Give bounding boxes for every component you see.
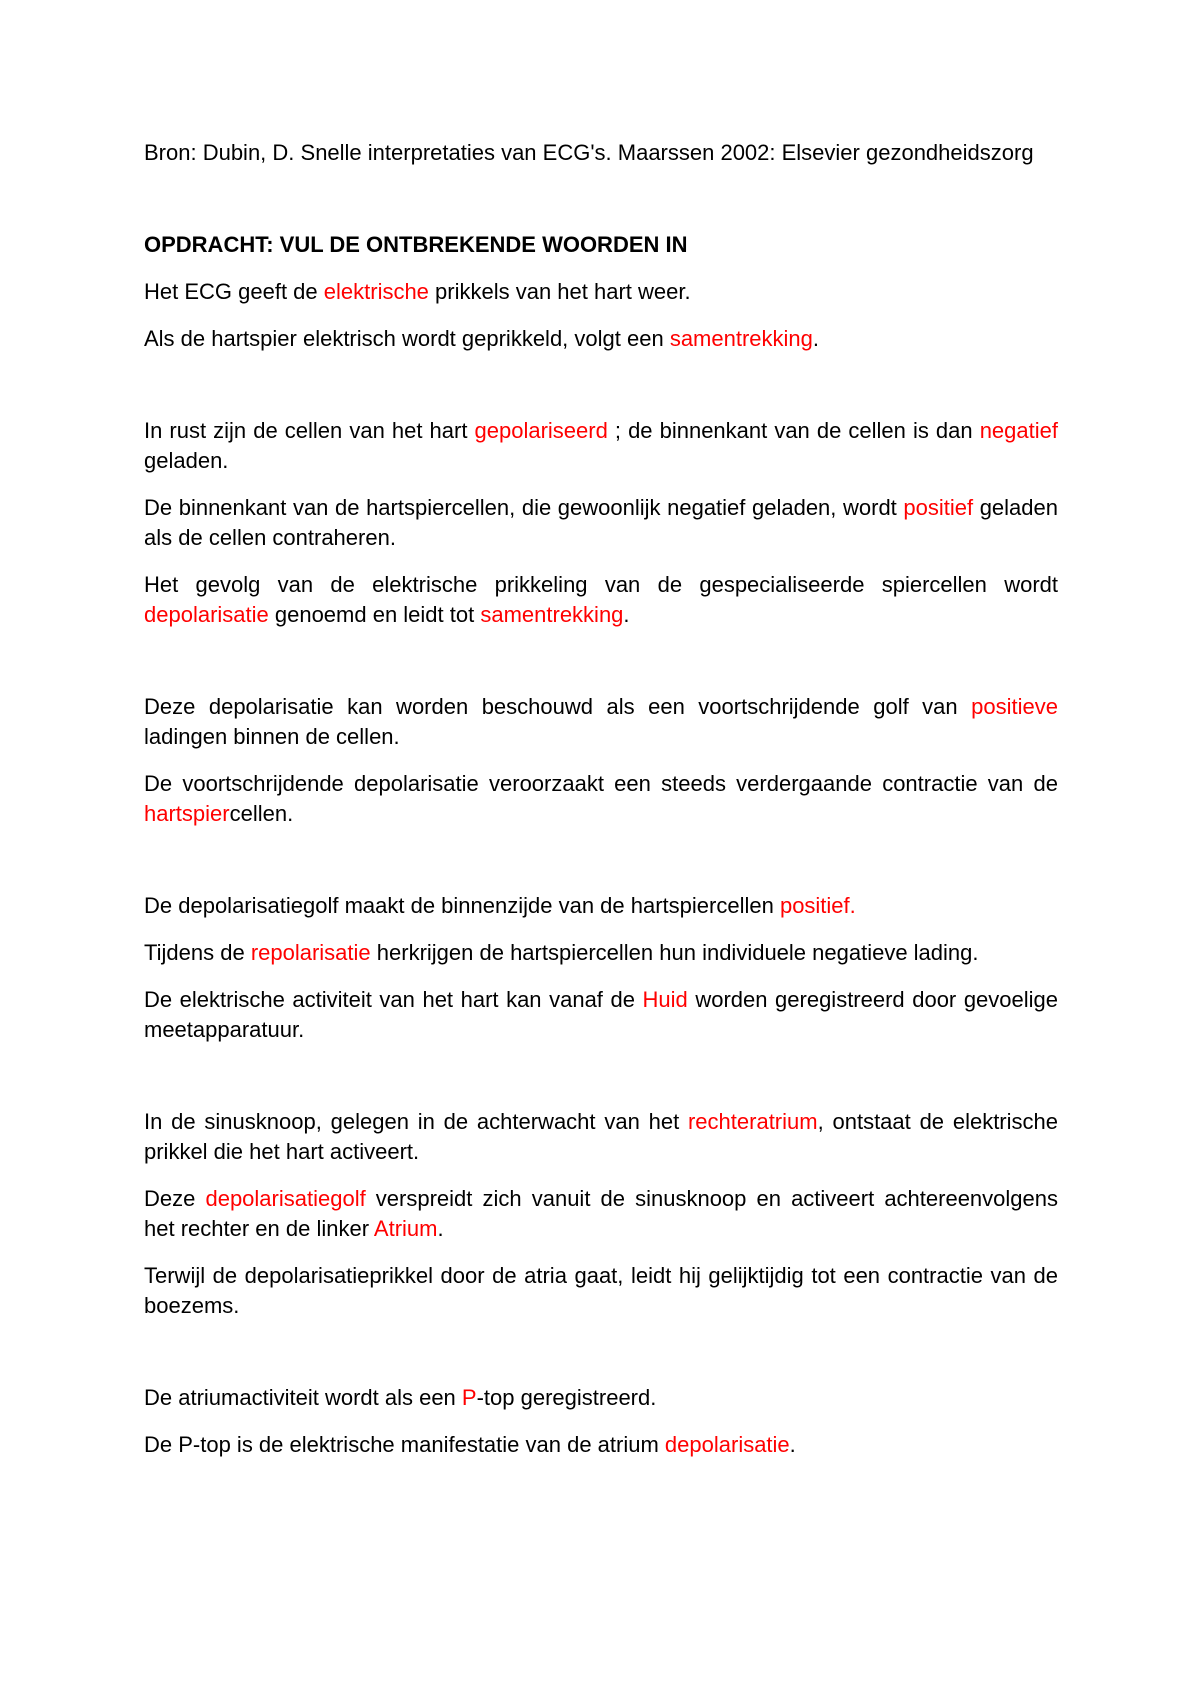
filled-answer: samentrekking — [480, 602, 624, 627]
paragraph — [144, 891, 1058, 921]
paragraph-text: -top geregistreerd. — [476, 1385, 657, 1410]
paragraph — [144, 1261, 1058, 1321]
paragraph — [144, 324, 1058, 354]
filled-answer: P — [461, 1385, 477, 1410]
document-page — [144, 138, 1058, 1477]
filled-answer: positief — [903, 495, 974, 520]
paragraph-text: Tijdens de — [144, 940, 251, 965]
paragraph-text: Deze depolarisatie kan worden beschouwd als een voortschrijdende golf van — [144, 694, 972, 719]
paragraph — [144, 1107, 1058, 1167]
filled-answer: Atrium — [373, 1216, 438, 1241]
paragraph-text: De voortschrijdende depolarisatie veroorzaakt een steeds verdergaande contractie van de — [144, 771, 1058, 796]
paragraph-text: cellen. — [229, 801, 294, 826]
paragraph — [144, 692, 1058, 752]
filled-answer: rechteratrium — [687, 1109, 818, 1134]
paragraph-text: ; de binnenkant van de cellen is dan — [607, 418, 980, 443]
paragraph — [144, 985, 1058, 1045]
filled-answer: samentrekking — [669, 326, 813, 351]
filled-answer: elektrische — [323, 279, 429, 304]
paragraph-text: De depolarisatiegolf maakt de binnenzijde van de hartspiercellen — [144, 893, 780, 918]
filled-answer: negatief — [979, 418, 1058, 443]
paragraph-text: verspreidt zich vanuit de sinusknoop en activeert achtereenvolgens het rechter en de linker — [144, 1186, 1058, 1241]
paragraph-text: De binnenkant van de hartspiercellen, die gewoonlijk negatief geladen, wordt — [144, 495, 904, 520]
paragraph-text: prikkels van het hart weer. — [428, 279, 691, 304]
filled-answer: depolarisatiegolf — [205, 1186, 366, 1211]
paragraph-text: Het gevolg van de elektrische prikkeling van de gespecialiseerde spiercellen wordt — [144, 572, 1058, 597]
paragraph — [144, 938, 1058, 968]
filled-answer: positieve — [971, 694, 1058, 719]
paragraph — [144, 570, 1058, 630]
paragraph-text: worden geregistreerd door gevoelige meetapparatuur. — [144, 987, 1059, 1042]
paragraph-text: De elektrische activiteit van het hart kan vanaf de — [144, 987, 643, 1012]
paragraph-text: De atriumactiviteit wordt als een — [144, 1385, 462, 1410]
paragraph-text: Als de hartspier elektrisch wordt geprikkeld, volgt een — [144, 326, 670, 351]
assignment-heading: OPDRACHT: VUL DE ONTBREKENDE WOORDEN IN — [144, 232, 688, 257]
filled-answer: . — [849, 893, 856, 918]
paragraph-text: De P-top is de elektrische manifestatie van de atrium — [144, 1432, 665, 1457]
paragraph-text: . — [437, 1216, 444, 1241]
filled-answer: repolarisatie — [250, 940, 371, 965]
paragraph-text: . — [789, 1432, 796, 1457]
paragraph-text: geladen. — [144, 448, 229, 473]
paragraph — [144, 493, 1058, 553]
filled-answer: gepolariseerd — [474, 418, 608, 443]
paragraph-text: ladingen binnen de cellen. — [144, 724, 400, 749]
paragraph-text: . — [812, 326, 820, 351]
filled-answer: depolarisatie — [664, 1432, 790, 1457]
paragraph-text: Terwijl de depolarisatieprikkel door de atria gaat, leidt hij gelijktijdig tot een contractie van de boezems. — [144, 1263, 1058, 1318]
paragraph-text: geladen als de cellen contraheren. — [144, 495, 1058, 550]
filled-answer: positief — [779, 893, 850, 918]
paragraph-text: , ontstaat de elektrische prikkel die het hart activeert. — [144, 1109, 1058, 1164]
filled-answer: hartspier — [144, 801, 230, 826]
paragraph-text: herkrijgen de hartspiercellen hun individuele negatieve lading. — [370, 940, 979, 965]
filled-answer: depolarisatie — [144, 602, 269, 627]
paragraph — [144, 1430, 1058, 1460]
paragraph-text: In rust zijn de cellen van het hart — [144, 418, 475, 443]
paragraph — [144, 1383, 1058, 1413]
paragraph-text: Het ECG geeft de — [144, 279, 324, 304]
paragraph-text: Deze — [144, 1186, 206, 1211]
paragraph — [144, 1184, 1058, 1244]
paragraph-text: In de sinusknoop, gelegen in de achterwacht van het — [144, 1109, 688, 1134]
paragraph-text: . — [623, 602, 630, 627]
paragraph-text: genoemd en leidt tot — [268, 602, 481, 627]
paragraph — [144, 416, 1058, 476]
source-citation: Bron: Dubin, D. Snelle interpretaties van ECG's. Maarssen 2002: Elsevier gezondheidszorg — [144, 140, 1034, 165]
filled-answer: Huid — [642, 987, 688, 1012]
paragraph — [144, 277, 1058, 307]
paragraph — [144, 769, 1058, 829]
